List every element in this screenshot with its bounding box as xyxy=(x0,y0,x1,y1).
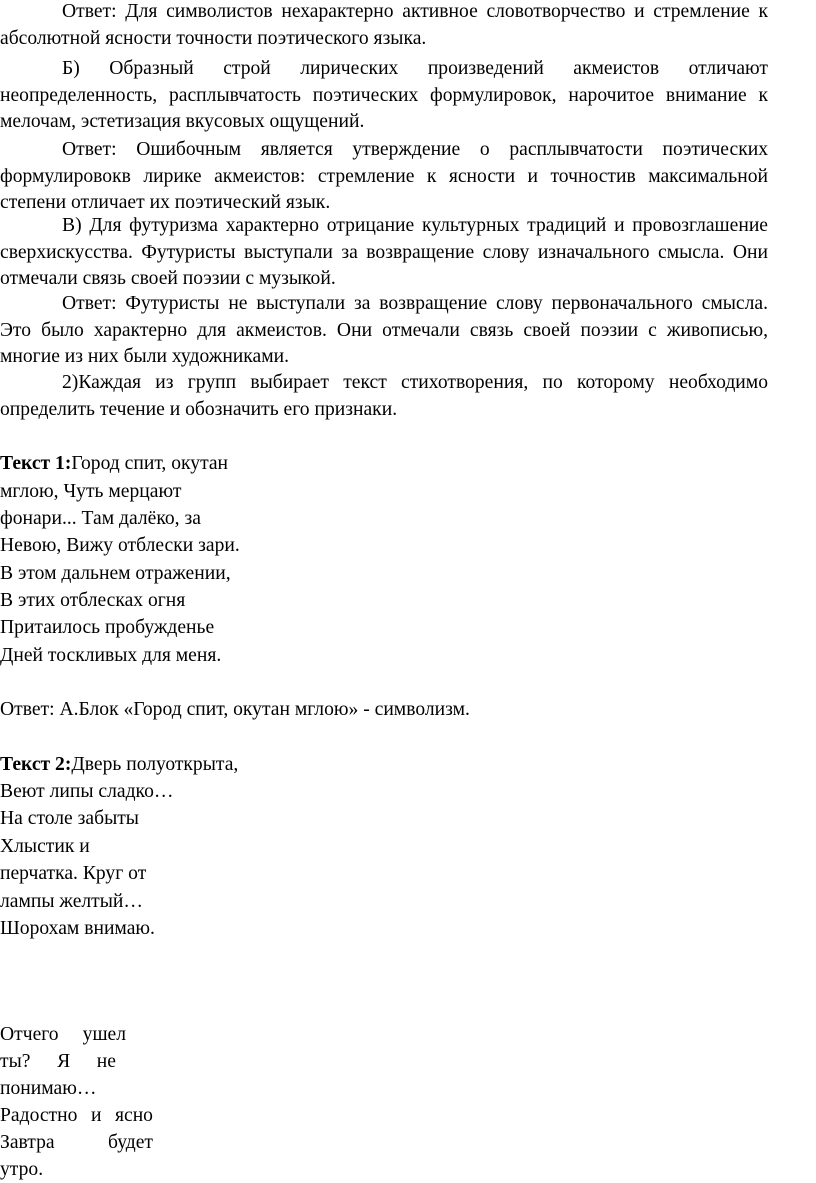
intro-paragraph-5: Ответ: Футуристы не выступали за возвращение слову первоначального смысла. Это было характерно для акмеистов. Они отмечали связь своей поэзии с живописью, многие из них были художниками. xyxy=(0,293,768,368)
text1-label: Текст 1: xyxy=(0,453,72,474)
intro-paragraph-1: Ответ: Для символистов нехарактерно активное словотворчество и стремление к абсолютной ясности точности поэтического языка. xyxy=(0,1,768,49)
intro-paragraph-3: Ответ: Ошибочным является утверждение о расплывчатости поэтических формулировокв лирике акмеистов: стремление к ясности и точностив максимальной степени отличает их поэтический язык. xyxy=(0,139,768,214)
text1-answer: Ответ: А.Блок «Город спит, окутан мглою» - символизм. xyxy=(0,699,470,720)
poem-line: перчатка. Круг от xyxy=(0,863,147,884)
stanza-line xyxy=(0,1130,153,1156)
poem-line: В этих отблесках огня xyxy=(0,590,186,611)
word: Радостно xyxy=(0,1105,78,1126)
intro-paragraph-4: В) Для футуризма характерно отрицание культурных традиций и провозглашение сверхискусства. Футуристы выступали за возвращение слову изначального смысла. Они отмечали связь своей поэзии с музыкой. xyxy=(0,215,768,290)
word: ты? xyxy=(0,1051,31,1072)
poem-line: Дней тоскливых для меня. xyxy=(0,645,222,666)
text2-first-line xyxy=(0,752,238,778)
stanza-line: понимаю… xyxy=(0,1078,97,1099)
text1-first-line xyxy=(0,451,228,477)
poem-line: Хлыстик и xyxy=(0,836,90,857)
word: будет xyxy=(107,1132,153,1153)
word: ушел xyxy=(82,1024,126,1045)
intro-paragraph-2: Б) Образный строй лирических произведений акмеистов отличают неопределенность, расплывчатость поэтических формулировок, нарочитое внимание к мелочам, эстетизация вкусовых ощущений. xyxy=(0,58,768,133)
word: и xyxy=(90,1105,102,1126)
word: Завтра xyxy=(0,1132,55,1153)
intro-paragraph-6: 2)Каждая из групп выбирает текст стихотворения, по которому необходимо определить течение и обозначить его признаки. xyxy=(0,372,768,420)
poem-line: В этом дальнем отражении, xyxy=(0,563,231,584)
poem-line: Веют липы сладко… xyxy=(0,781,174,802)
stanza-line xyxy=(0,1049,153,1075)
stanza-line: утро. xyxy=(0,1159,44,1180)
poem-line: На столе забыты xyxy=(0,808,139,829)
word: ясно xyxy=(114,1105,153,1126)
poem-line: Дверь полуоткрыта, xyxy=(71,754,239,775)
text2-label: Текст 2: xyxy=(0,754,72,775)
poem-line: фонари... Там далёко, за xyxy=(0,508,201,529)
poem-line: Город спит, окутан xyxy=(71,453,229,474)
word: Отчего xyxy=(0,1024,59,1045)
stanza-line xyxy=(0,1022,153,1048)
poem-line: мглою, Чуть мерцают xyxy=(0,481,182,502)
poem-line: лампы желтый… xyxy=(0,891,143,912)
word: Я xyxy=(57,1051,71,1072)
poem-line: Невою, Вижу отблески зари. xyxy=(0,535,240,556)
poem-line: Притаилось пробужденье xyxy=(0,617,215,638)
stanza-line xyxy=(0,1103,153,1129)
poem-line: Шорохам внимаю. xyxy=(0,918,155,939)
word: не xyxy=(96,1051,116,1072)
